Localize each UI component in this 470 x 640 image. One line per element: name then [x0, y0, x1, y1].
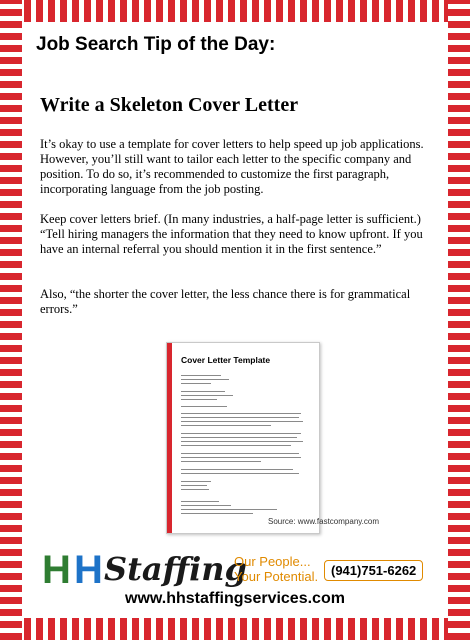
thumbnail-text-line [181, 391, 225, 392]
thumbnail-text-line [181, 399, 217, 400]
website-url: www.hhstaffingservices.com [125, 590, 345, 607]
thumbnail-text-line [181, 509, 277, 510]
thumbnail-text-line [181, 513, 253, 514]
thumbnail-text-line [181, 501, 219, 502]
logo-tagline [234, 554, 318, 584]
thumbnail-text-line [181, 481, 211, 482]
flyer-panel [22, 22, 448, 618]
thumbnail-title: Cover Letter Template [181, 355, 271, 365]
tip-heading: Job Search Tip of the Day: [36, 34, 276, 55]
thumbnail-text-line [181, 421, 303, 422]
thumbnail-text-line [181, 441, 303, 442]
striped-border-bottom [0, 618, 470, 640]
thumbnail-text-line [181, 406, 227, 407]
article-title: Write a Skeleton Cover Letter [40, 94, 299, 116]
tagline-line-1: Our People... [234, 554, 311, 569]
paragraph-1: It’s okay to use a template for cover letters to help speed up job applications. However, you’ll still want to tailor each letter to the specific company and position. To do so, it’s recommended to customize the first paragraph, incorporating language from the job posting. [40, 137, 424, 196]
thumbnail-text-line [181, 417, 299, 418]
thumbnail-text-line [181, 425, 271, 426]
thumbnail-text-line [181, 485, 207, 486]
thumbnail-text-line [181, 445, 291, 446]
thumbnail-text-line [181, 457, 301, 458]
logo-letter-h-blue: H [74, 548, 103, 592]
thumbnail-text-line [181, 489, 209, 490]
cover-letter-thumbnail [166, 342, 320, 534]
thumbnail-text-line [181, 453, 299, 454]
striped-border-left [0, 0, 22, 640]
paragraph-3: Also, “the shorter the cover letter, the less chance there is for grammatical errors.” [40, 287, 411, 316]
tagline-line-2: Your Potential. [234, 569, 319, 584]
paragraph-2: Keep cover letters brief. (In many industries, a half-page letter is sufficient.) “Tell hiring managers the information that they need to know upfront. If you have an internal referral you should mention it in the first sentence.” [40, 212, 423, 256]
thumbnail-text-line [181, 375, 221, 376]
thumbnail-red-stripe [167, 343, 172, 533]
logo-letter-h-green: H [42, 548, 71, 592]
thumbnail-text-line [181, 379, 229, 380]
phone-number: (941)751-6262 [324, 560, 423, 581]
thumbnail-text-line [181, 383, 211, 384]
thumbnail-text-line [181, 433, 301, 434]
logo-wordmark: Staffing [104, 550, 247, 588]
thumbnail-text-line [181, 413, 301, 414]
striped-border-top [0, 0, 470, 22]
source-credit: Source: www.fastcompany.com [268, 517, 380, 526]
thumbnail-text-line [181, 461, 261, 462]
thumbnail-text-line [181, 437, 297, 438]
thumbnail-text-line [181, 505, 231, 506]
striped-border-right [448, 0, 470, 640]
thumbnail-text-line [181, 473, 299, 474]
thumbnail-text-line [181, 395, 233, 396]
thumbnail-text-line [181, 469, 293, 470]
